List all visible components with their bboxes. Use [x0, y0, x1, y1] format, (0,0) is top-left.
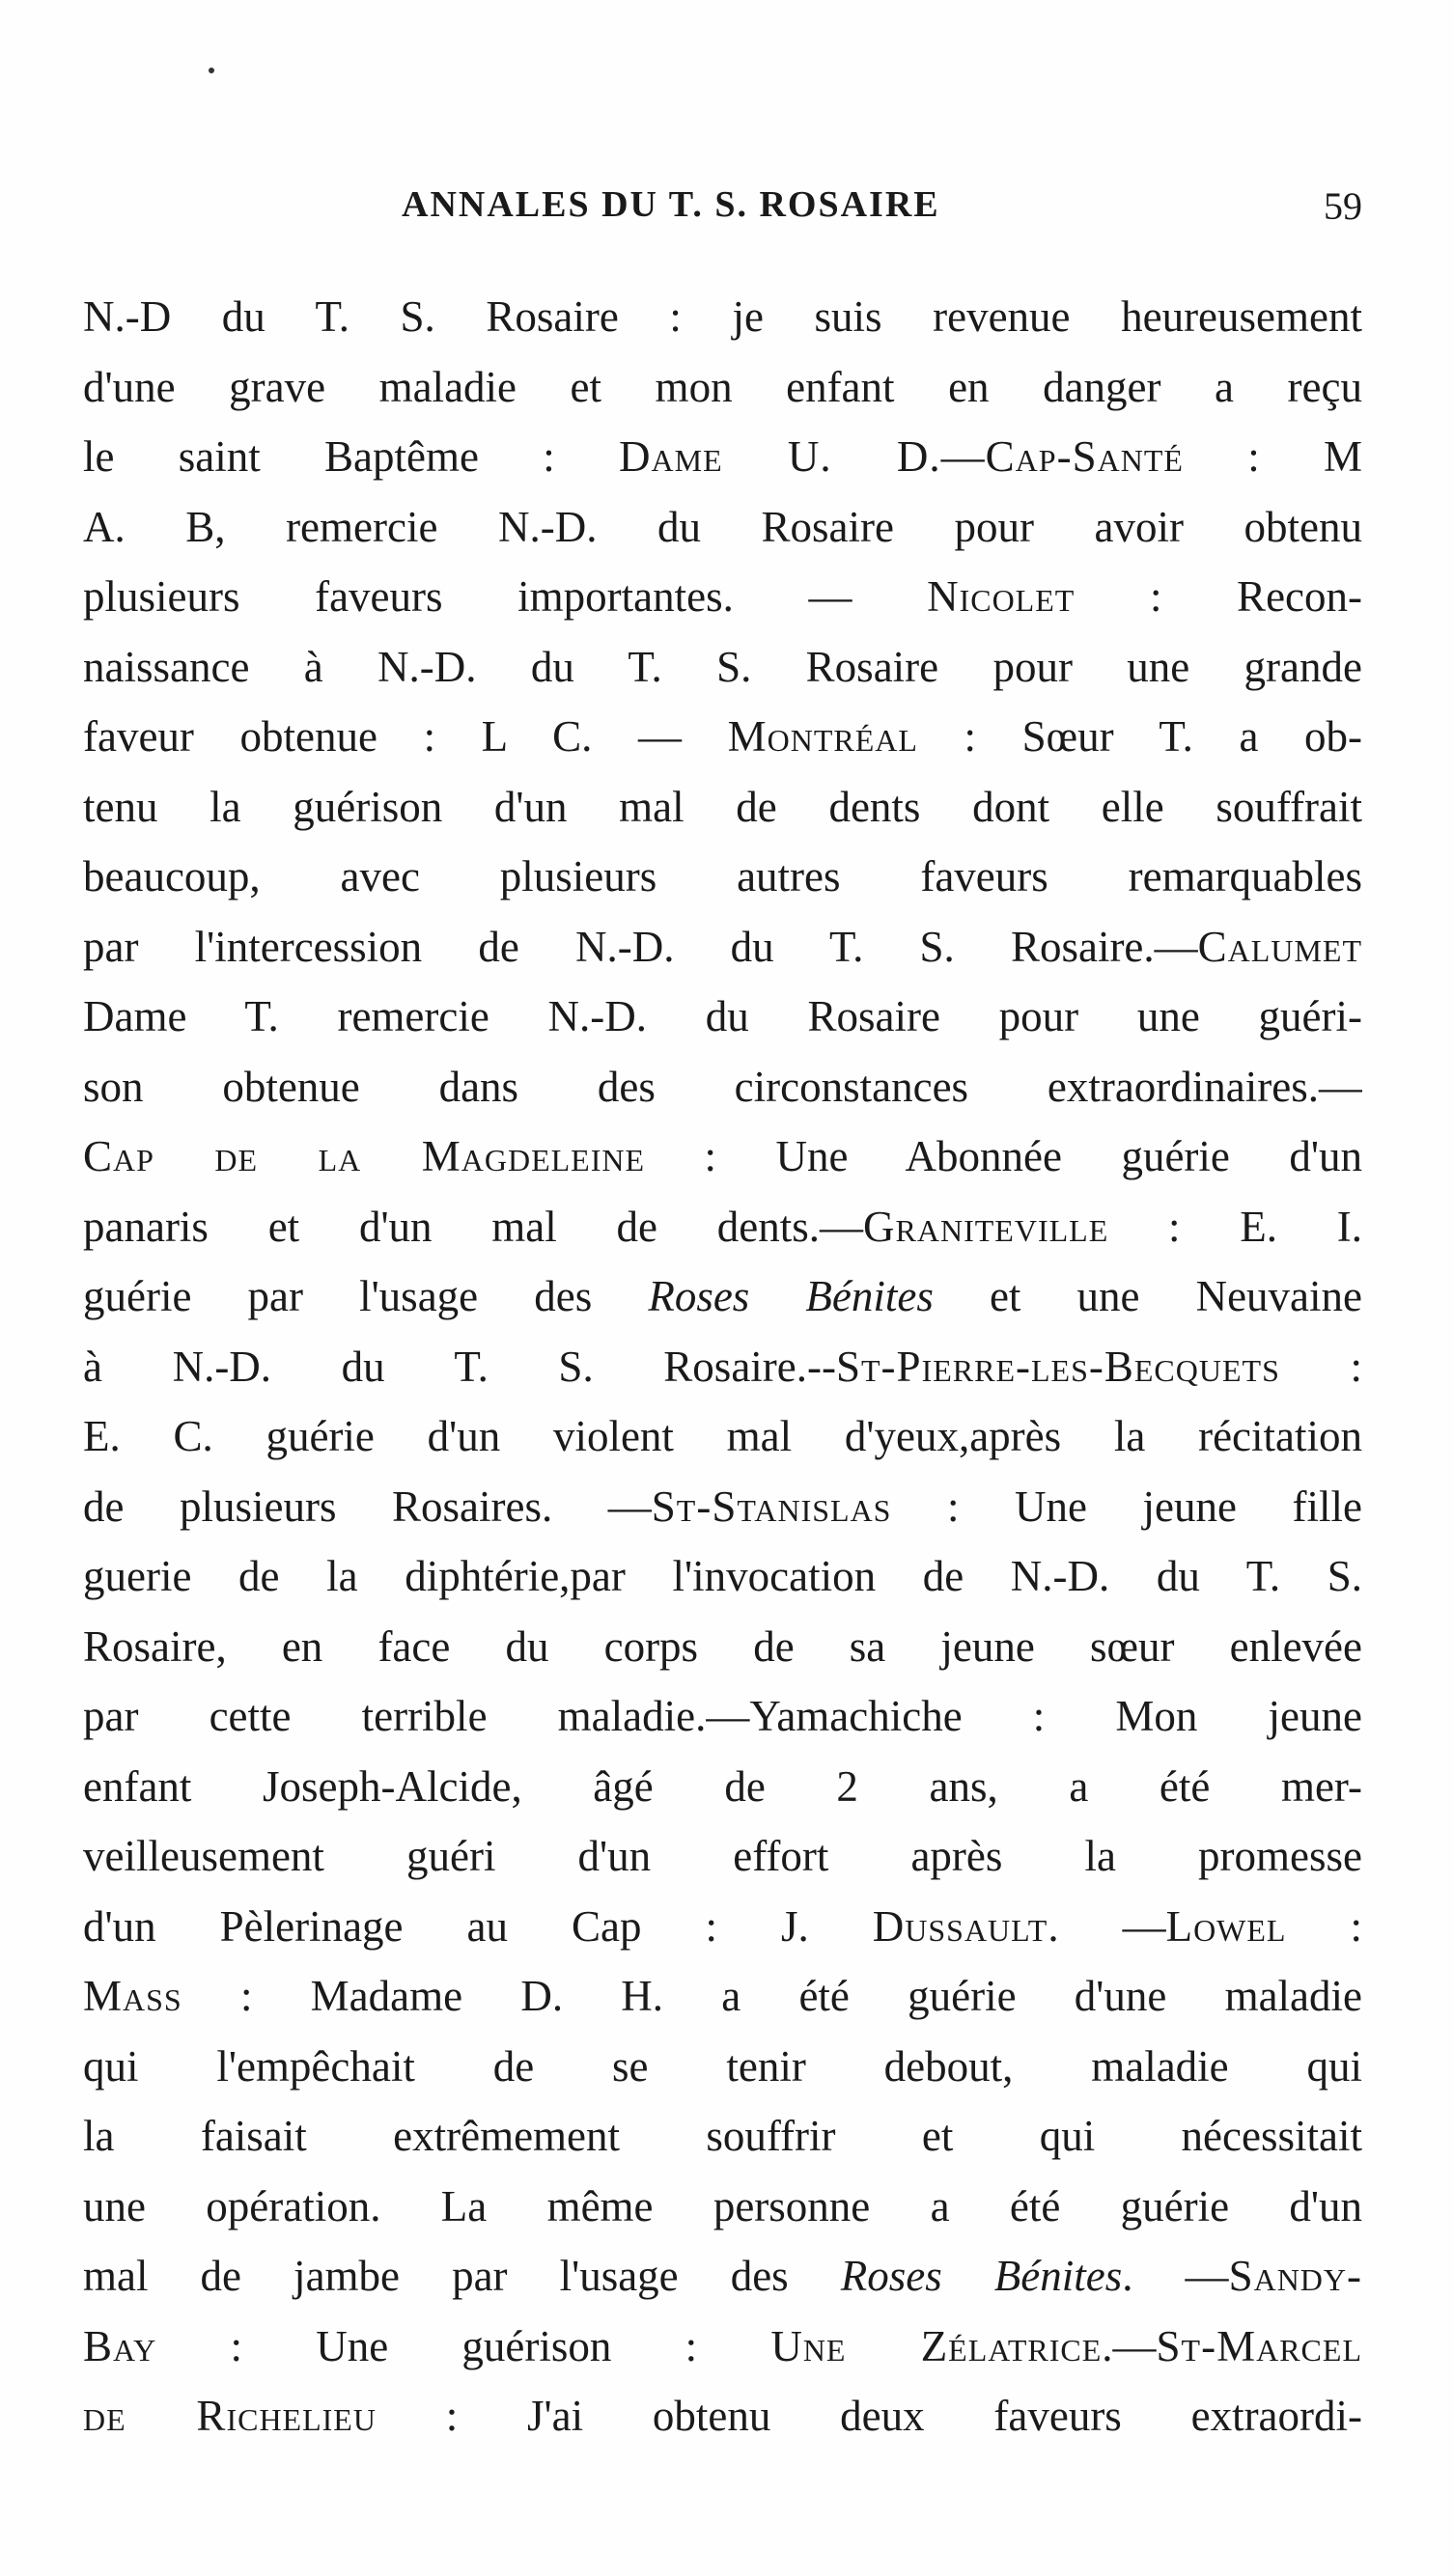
text-line: [83, 632, 1362, 703]
small-caps-text: Mass: [83, 1972, 182, 2020]
text-line: [83, 702, 1362, 772]
text-segment: : Une guérison :: [156, 2321, 771, 2370]
small-caps-text: Une Zélatrice: [770, 2321, 1103, 2370]
running-title: ANNALES DU T. S. ROSAIRE: [402, 184, 940, 225]
text-segment: : J'ai obtenu deux faveurs extraordi-: [376, 2392, 1362, 2440]
text-line: [83, 422, 1362, 492]
text-segment: la faisait extrêmement souffrir et qui nécessitait: [83, 2112, 1362, 2160]
text-line: [83, 1892, 1362, 1962]
small-caps-text: St-Marcel: [1156, 2321, 1362, 2370]
small-caps-text: Nicolet: [927, 572, 1076, 621]
text-line: [83, 562, 1362, 632]
text-line: [83, 2312, 1362, 2382]
text-segment: : Recon-: [1075, 572, 1362, 621]
text-segment: tenu la guérison d'un mal de dents dont elle souffrait: [83, 782, 1362, 831]
text-segment: . —: [1122, 2252, 1229, 2300]
text-segment: Rosaire, en face du corps de sa jeune sœur enlevée: [83, 1621, 1362, 1671]
text-line: [83, 1401, 1362, 1472]
text-line: [83, 1612, 1362, 1682]
text-line: [83, 1752, 1362, 1822]
text-line: [83, 492, 1362, 563]
text-line: [83, 1122, 1362, 1192]
text-segment: le saint Baptême :: [83, 432, 620, 481]
text-line: [83, 1332, 1362, 1402]
text-line: [83, 1541, 1362, 1612]
text-line: [83, 2381, 1362, 2451]
text-segment: : E. I.: [1108, 1202, 1362, 1251]
text-segment: beaucoup, avec plusieurs autres faveurs remarquables: [83, 852, 1362, 900]
text-segment: par l'intercession de N.-D. du T. S. Rosaire.—: [83, 922, 1198, 971]
text-line: [83, 1192, 1362, 1262]
text-segment: :: [1279, 1342, 1362, 1391]
text-segment: enfant Joseph-Alcide, âgé de 2 ans, a été mer-: [83, 1761, 1362, 1811]
text-segment: : M: [1183, 432, 1362, 481]
text-segment: plusieurs faveurs importantes. —: [83, 572, 928, 621]
text-segment: et une Neuvaine: [933, 1272, 1362, 1320]
text-segment: . —: [1048, 1901, 1166, 1951]
text-segment: Dame T. remercie N.-D. du Rosaire pour une guéri-: [83, 992, 1362, 1040]
small-caps-text: Sandy-: [1228, 2252, 1362, 2300]
body-text: [83, 282, 1362, 2451]
small-caps-text: de Richelieu: [83, 2392, 377, 2440]
text-segment: : Une Abonnée guérie d'un: [645, 1132, 1362, 1180]
text-line: [83, 912, 1362, 983]
text-segment: de plusieurs Rosaires. —: [83, 1482, 652, 1531]
text-segment: veilleusement guéri d'un effort après la promesse: [83, 1832, 1362, 1880]
text-segment: N.-D du T. S. Rosaire : je suis revenue heureusement: [83, 292, 1362, 341]
small-caps-text: Bay: [83, 2321, 157, 2370]
text-segment: naissance à N.-D. du T. S. Rosaire pour une grande: [83, 642, 1362, 691]
text-line: [83, 842, 1362, 912]
text-segment: à N.-D. du T. S. Rosaire.--: [83, 1342, 836, 1391]
text-line: [83, 2101, 1362, 2172]
text-segment: .—: [1102, 2321, 1157, 2370]
text-line: [83, 1681, 1362, 1752]
text-segment: panaris et d'un mal de dents.—: [83, 1202, 864, 1251]
small-caps-text: Graniteville: [863, 1202, 1109, 1251]
text-line: [83, 282, 1362, 352]
text-line: [83, 1261, 1362, 1332]
text-segment: : Une jeune fille: [891, 1482, 1362, 1531]
text-line: [83, 1961, 1362, 2032]
text-segment: : Sœur T. a ob-: [917, 712, 1362, 761]
text-segment: : Madame D. H. a été guérie d'une maladie: [182, 1972, 1362, 2020]
ink-speck: [209, 68, 214, 73]
small-caps-text: St-Pierre-les-Becquets: [835, 1342, 1280, 1391]
text-segment: par cette terrible maladie.—Yamachiche : Mon jeune: [83, 1692, 1362, 1740]
text-segment: :: [1286, 1901, 1362, 1951]
text-line: [83, 772, 1362, 843]
text-segment: mal de jambe par l'usage des: [83, 2252, 841, 2300]
small-caps-text: Cap de la Magdeleine: [83, 1132, 646, 1180]
text-line: [83, 1052, 1362, 1122]
italic-text: Roses Bénites: [840, 2252, 1123, 2300]
small-caps-text: St-Stanislas: [651, 1482, 892, 1531]
small-caps-text: Dussault: [872, 1901, 1048, 1951]
text-line: [83, 1472, 1362, 1542]
small-caps-text: Dame U. D.—Cap-Santé: [619, 432, 1184, 481]
text-segment: une opération. La même personne a été guérie d'un: [83, 2181, 1362, 2230]
text-segment: faveur obtenue : L C. —: [83, 712, 728, 761]
small-caps-text: Calumet: [1197, 922, 1362, 971]
small-caps-text: Lowel: [1165, 1901, 1287, 1951]
text-segment: qui l'empêchait de se tenir debout, maladie qui: [83, 2041, 1362, 2091]
text-segment: guerie de la diphtérie,par l'invocation de N.-D. du T. S.: [83, 1552, 1362, 1600]
small-caps-text: Montréal: [727, 712, 918, 761]
text-segment: son obtenue dans des circonstances extraordinaires.—: [83, 1062, 1362, 1111]
page-number: 59: [1324, 184, 1362, 228]
text-line: [83, 982, 1362, 1052]
running-head: [83, 183, 1362, 241]
text-segment: E. C. guérie d'un violent mal d'yeux,après la récitation: [83, 1412, 1362, 1460]
italic-text: Roses Bénites: [648, 1272, 934, 1320]
text-segment: A. B, remercie N.-D. du Rosaire pour avoir obtenu: [83, 502, 1362, 551]
text-line: [83, 2241, 1362, 2312]
text-line: [83, 2172, 1362, 2242]
text-line: [83, 1821, 1362, 1892]
text-segment: guérie par l'usage des: [83, 1272, 649, 1320]
text-line: [83, 352, 1362, 423]
text-line: [83, 2032, 1362, 2102]
text-segment: d'une grave maladie et mon enfant en danger a reçu: [83, 362, 1362, 411]
text-segment: d'un Pèlerinage au Cap : J.: [83, 1901, 873, 1951]
